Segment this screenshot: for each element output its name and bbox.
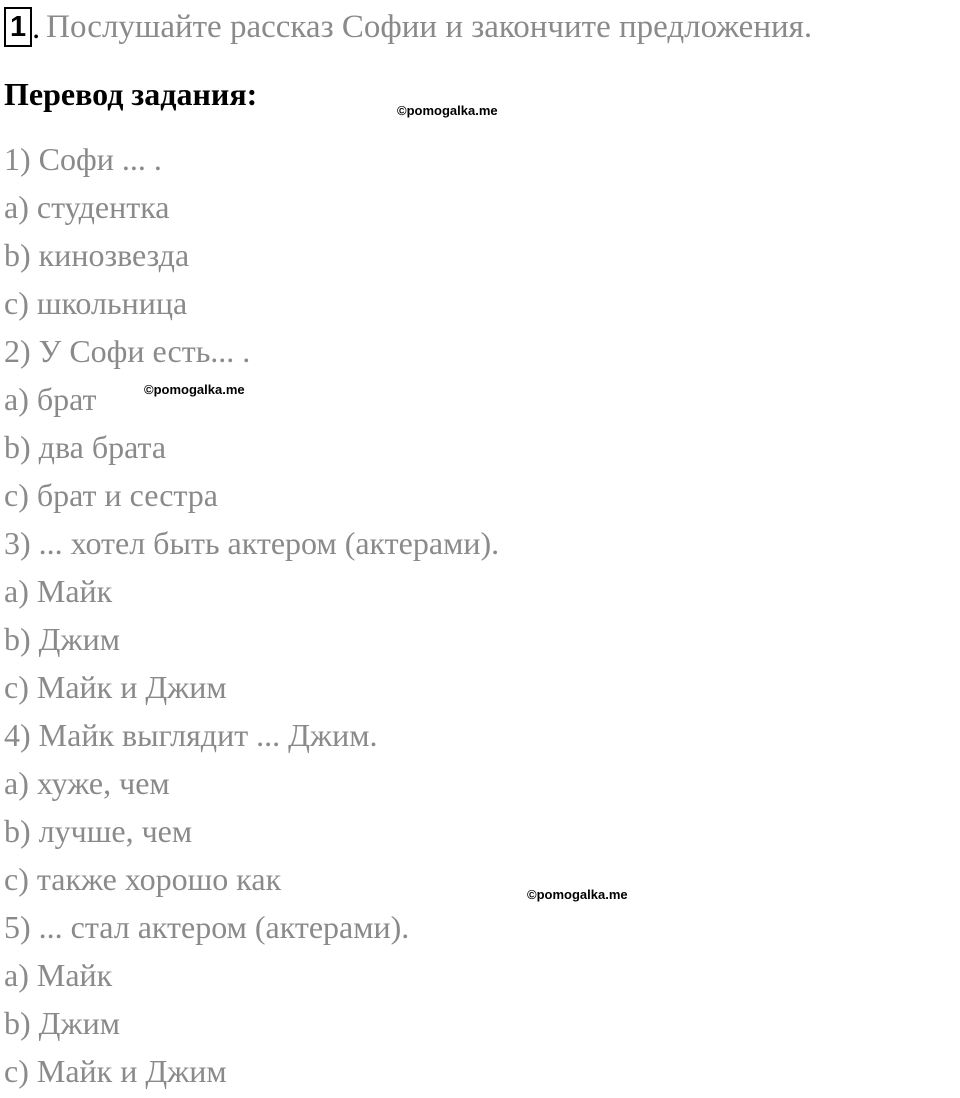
question-line: 2) У Софи есть... . (4, 333, 251, 369)
answer-option: a) брат (4, 381, 97, 417)
answer-option: a) Майк (4, 573, 113, 609)
question-line: 3) ... хотел быть актером (актерами). (4, 525, 500, 561)
answer-option: c) школьница (4, 285, 188, 321)
translation-heading: Перевод задания: (4, 76, 258, 112)
answer-option: c) Майк и Джим (4, 669, 227, 705)
answer-option: b) кинозвезда (4, 237, 190, 273)
watermark: ©pomogalka.me (397, 103, 498, 118)
answer-option: b) два брата (4, 429, 167, 465)
question-line: 4) Майк выглядит ... Джим. (4, 717, 378, 753)
task-number-dot: . (32, 8, 41, 45)
answer-option: b) лучше, чем (4, 813, 193, 849)
answer-option: a) студентка (4, 189, 170, 225)
exercise-lines (4, 138, 499, 1098)
answer-option: c) Майк и Джим (4, 1053, 227, 1089)
answer-option: a) хуже, чем (4, 765, 170, 801)
answer-option: b) Джим (4, 1005, 120, 1041)
question-line: 1) Софи ... . (4, 141, 162, 177)
watermark: ©pomogalka.me (527, 887, 628, 902)
task-number-box: 1 (4, 7, 32, 47)
answer-option: c) брат и сестра (4, 477, 218, 513)
task-instruction: Послушайте рассказ Софии и закончите предложения. (46, 8, 813, 45)
question-line: 5) ... стал актером (актерами). (4, 909, 410, 945)
answer-option: b) Джим (4, 621, 120, 657)
watermark: ©pomogalka.me (144, 382, 245, 397)
task-header (4, 2, 812, 52)
answer-option: c) также хорошо как (4, 861, 282, 897)
answer-option: a) Майк (4, 957, 113, 993)
